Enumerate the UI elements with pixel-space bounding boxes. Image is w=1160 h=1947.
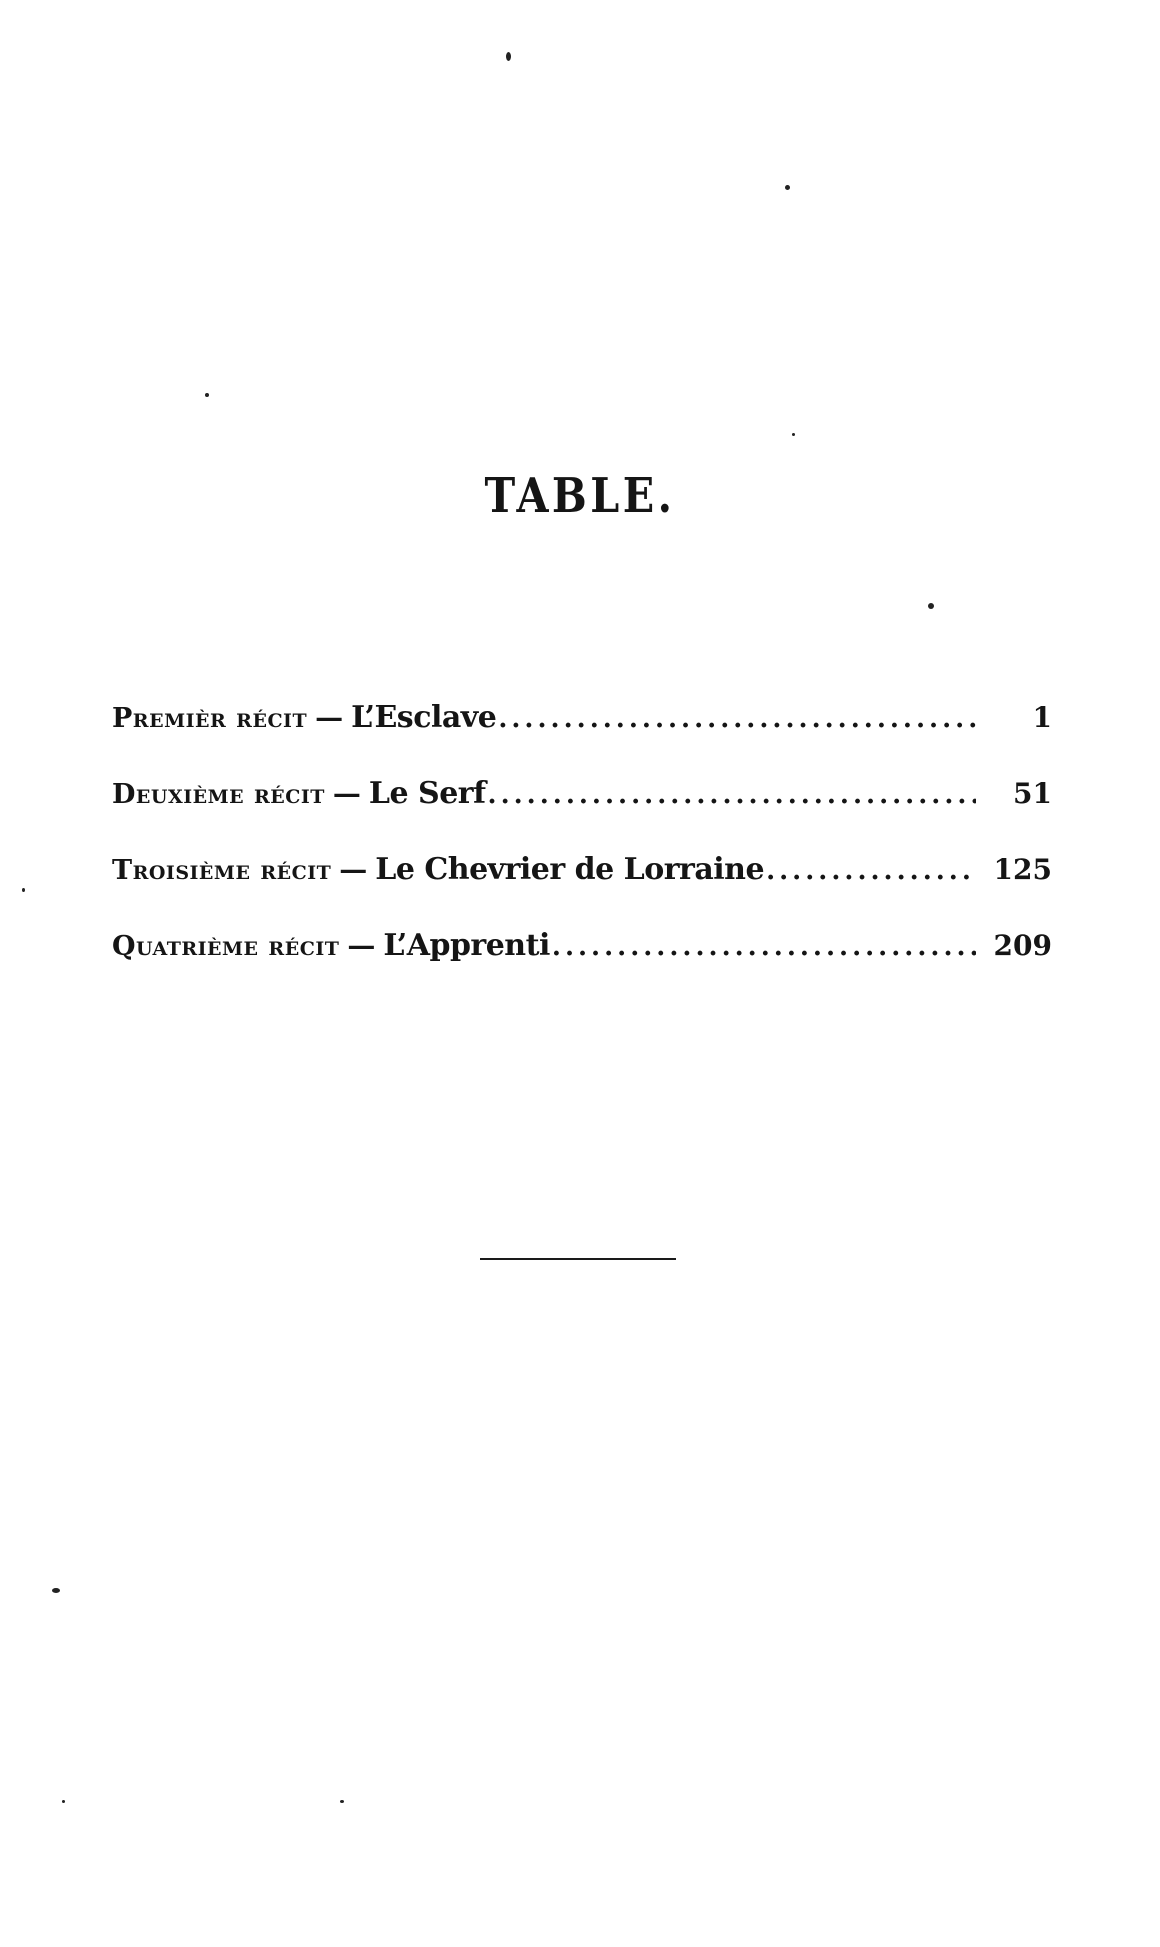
toc-entry [112, 700, 1052, 776]
toc-entry-part: Quatrième récit [112, 931, 340, 962]
dot-leader [488, 780, 976, 814]
scan-speck [506, 52, 511, 61]
toc-entry-story: L’Esclave [351, 700, 497, 735]
end-rule [480, 1258, 676, 1260]
toc-entry-separator: — [315, 701, 344, 734]
scan-speck [52, 1588, 60, 1593]
page-title: TABLE. [484, 468, 676, 524]
toc-entry-part: Premièr récit [112, 703, 308, 734]
toc-entry-page: 1 [1032, 701, 1052, 734]
dot-leader [766, 856, 976, 890]
toc-entry [112, 852, 1052, 928]
toc-entry-story: Le Chevrier de Lorraine [375, 852, 765, 887]
toc-entry-separator: — [332, 777, 361, 810]
scan-speck [22, 888, 25, 892]
dot-leader [498, 704, 976, 738]
scan-speck [205, 393, 209, 397]
toc-entry [112, 928, 1052, 1004]
toc-entry-story: Le Serf [368, 776, 486, 811]
toc-entry-story: L’Apprenti [383, 928, 550, 963]
toc-entry-separator: — [347, 929, 376, 962]
toc-entry-part: Deuxième récit [112, 779, 325, 810]
scan-speck [62, 1800, 65, 1803]
scan-speck [792, 433, 795, 436]
dot-leader [552, 932, 976, 966]
scan-speck [340, 1800, 344, 1803]
toc-entry [112, 776, 1052, 852]
toc-entry-part: Troisième récit [112, 855, 332, 886]
toc-entry-page: 125 [993, 853, 1052, 886]
scan-speck [928, 603, 934, 609]
toc-entry-page: 51 [1013, 777, 1052, 810]
table-of-contents [112, 700, 1052, 1004]
toc-entry-page: 209 [993, 929, 1052, 962]
scan-speck [785, 185, 790, 190]
toc-entry-separator: — [339, 853, 368, 886]
